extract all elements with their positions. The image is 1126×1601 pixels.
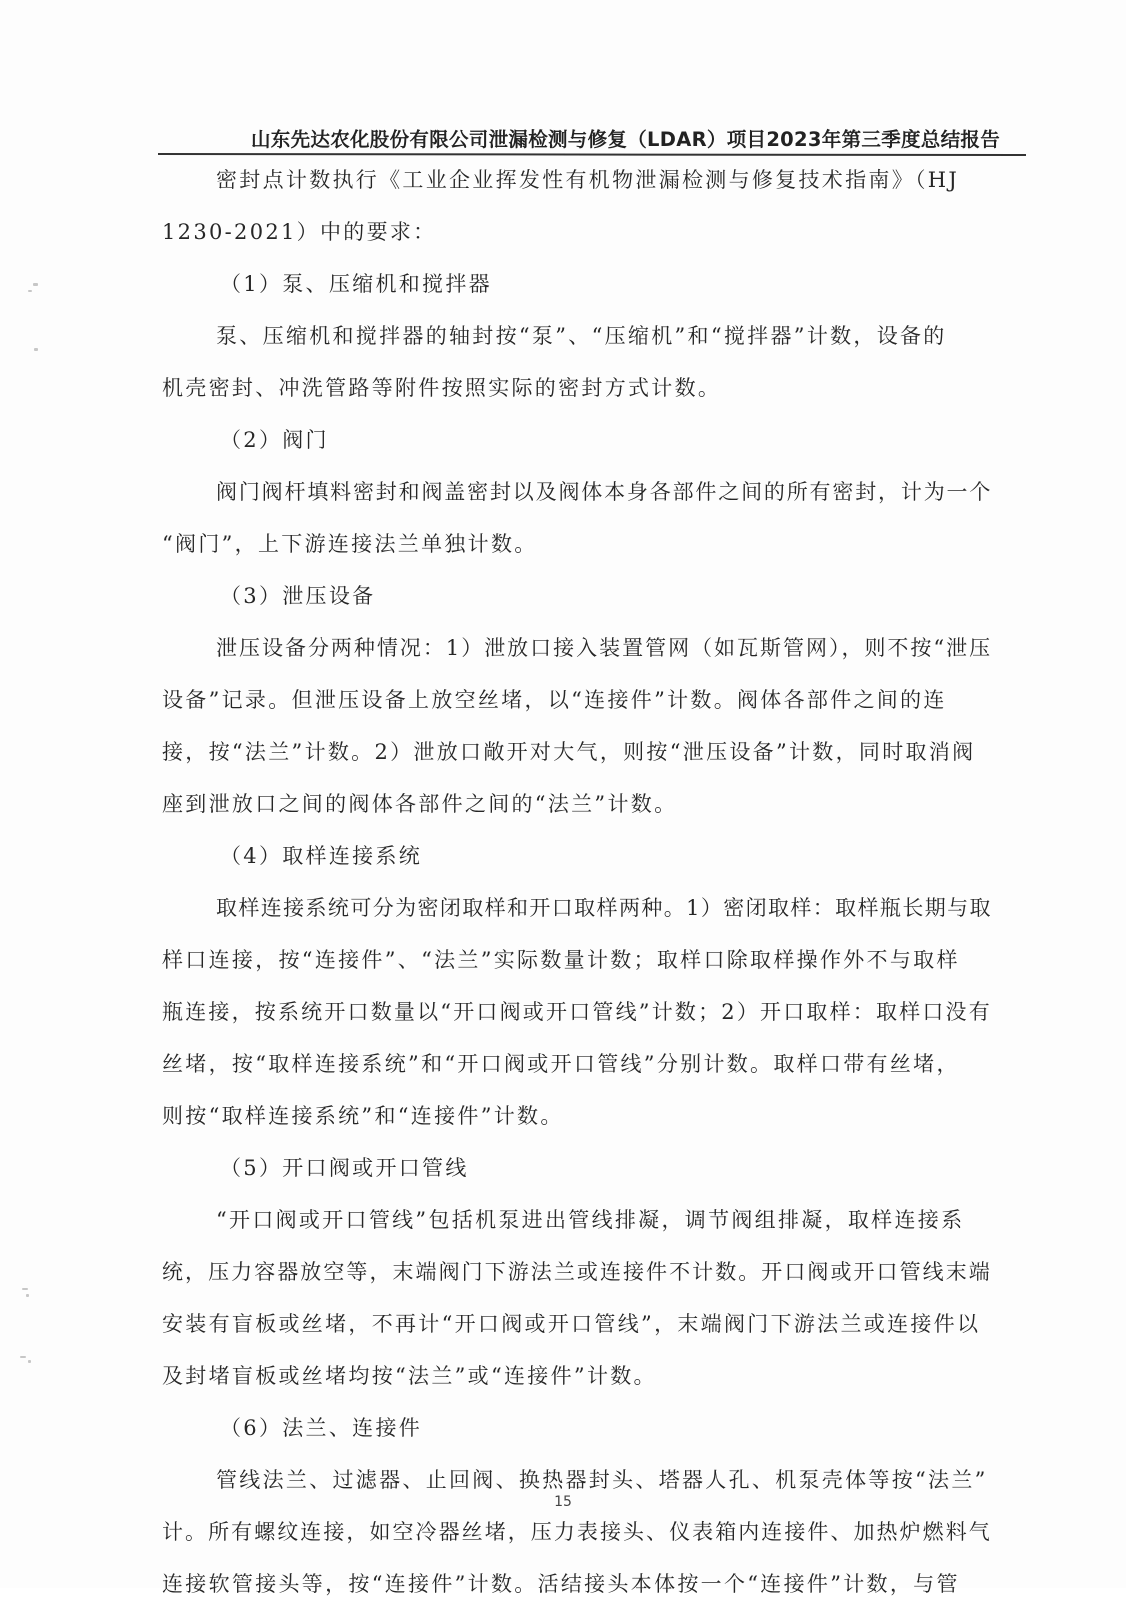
body-text-line: 瓶连接，按系统开口数量以“开口阀或开口管线”计数；2）开口取样：取样口没有 bbox=[162, 1000, 992, 1024]
scan-speck bbox=[28, 290, 32, 292]
body-text-line: “开口阀或开口管线”包括机泵进出管线排凝，调节阀组排凝，取样连接系 bbox=[216, 1208, 965, 1232]
body-text-line: 管线法兰、过滤器、止回阀、换热器封头、塔器人孔、机泵壳体等按“法兰” bbox=[216, 1468, 988, 1492]
section-heading: （6）法兰、连接件 bbox=[220, 1416, 423, 1440]
body-text-line: 统，压力容器放空等，末端阀门下游法兰或连接件不计数。开口阀或开口管线末端 bbox=[162, 1260, 992, 1284]
body-text-line: 则按“取样连接系统”和“连接件”计数。 bbox=[162, 1104, 564, 1128]
running-header: 山东先达农化股份有限公司泄漏检测与修复（LDAR）项目2023年第三季度总结报告 bbox=[251, 128, 1000, 151]
scan-speck bbox=[20, 1356, 26, 1358]
scan-speck bbox=[22, 1288, 28, 1290]
body-text-line: 设备”记录。但泄压设备上放空丝堵，以“连接件”计数。阀体各部件之间的连 bbox=[162, 688, 947, 712]
scan-speck bbox=[34, 348, 38, 351]
body-text-line: 安装有盲板或丝堵，不再计“开口阀或开口管线”，末端阀门下游法兰或连接件以 bbox=[162, 1312, 981, 1336]
body-text-line: 连接软管接头等，按“连接件”计数。活结接头本体按一个“连接件”计数，与管 bbox=[162, 1572, 960, 1596]
section-heading: （5）开口阀或开口管线 bbox=[220, 1156, 469, 1180]
section-heading: （1）泵、压缩机和搅拌器 bbox=[220, 272, 492, 296]
body-text-line: 泵、压缩机和搅拌器的轴封按“泵”、“压缩机”和“搅拌器”计数，设备的 bbox=[216, 324, 947, 348]
body-text-line: 接，按“法兰”计数。2）泄放口敞开对大气，则按“泄压设备”计数，同时取消阀 bbox=[162, 740, 976, 764]
body-text-line: “阀门”，上下游连接法兰单独计数。 bbox=[162, 532, 538, 556]
body-text-line: 及封堵盲板或丝堵均按“法兰”或“连接件”计数。 bbox=[162, 1364, 657, 1388]
scan-speck bbox=[26, 1294, 29, 1297]
body-text-line: 座到泄放口之间的阀体各部件之间的“法兰”计数。 bbox=[162, 792, 678, 816]
body-text-line: 取样连接系统可分为密闭取样和开口取样两种。1）密闭取样：取样瓶长期与取 bbox=[216, 896, 992, 920]
body-text-line: 计。所有螺纹连接，如空冷器丝堵，压力表接头、仪表箱内连接件、加热炉燃料气 bbox=[162, 1520, 992, 1544]
section-heading: （3）泄压设备 bbox=[220, 584, 376, 608]
body-text-line: 丝堵，按“取样连接系统”和“开口阀或开口管线”分别计数。取样口带有丝堵， bbox=[162, 1052, 960, 1076]
body-text-line: 样口连接，按“连接件”、“法兰”实际数量计数；取样口除取样操作外不与取样 bbox=[162, 948, 960, 972]
body-text-line: 泄压设备分两种情况：1）泄放口接入装置管网（如瓦斯管网），则不按“泄压 bbox=[216, 636, 993, 660]
body-text-line: 密封点计数执行《工业企业挥发性有机物泄漏检测与修复技术指南》（HJ bbox=[216, 168, 960, 192]
section-heading: （4）取样连接系统 bbox=[220, 844, 423, 868]
section-heading: （2）阀门 bbox=[220, 428, 329, 452]
body-text-line: 阀门阀杆填料密封和阀盖密封以及阀体本身各部件之间的所有密封，计为一个 bbox=[216, 480, 993, 504]
body-text-line: 机壳密封、冲洗管路等附件按照实际的密封方式计数。 bbox=[162, 376, 722, 400]
scan-speck bbox=[28, 1360, 31, 1363]
body-text-line: 1230-2021）中的要求： bbox=[162, 220, 437, 244]
page-number: 15 bbox=[554, 1494, 572, 1510]
header-rule bbox=[158, 153, 1026, 156]
scan-speck bbox=[33, 283, 38, 286]
